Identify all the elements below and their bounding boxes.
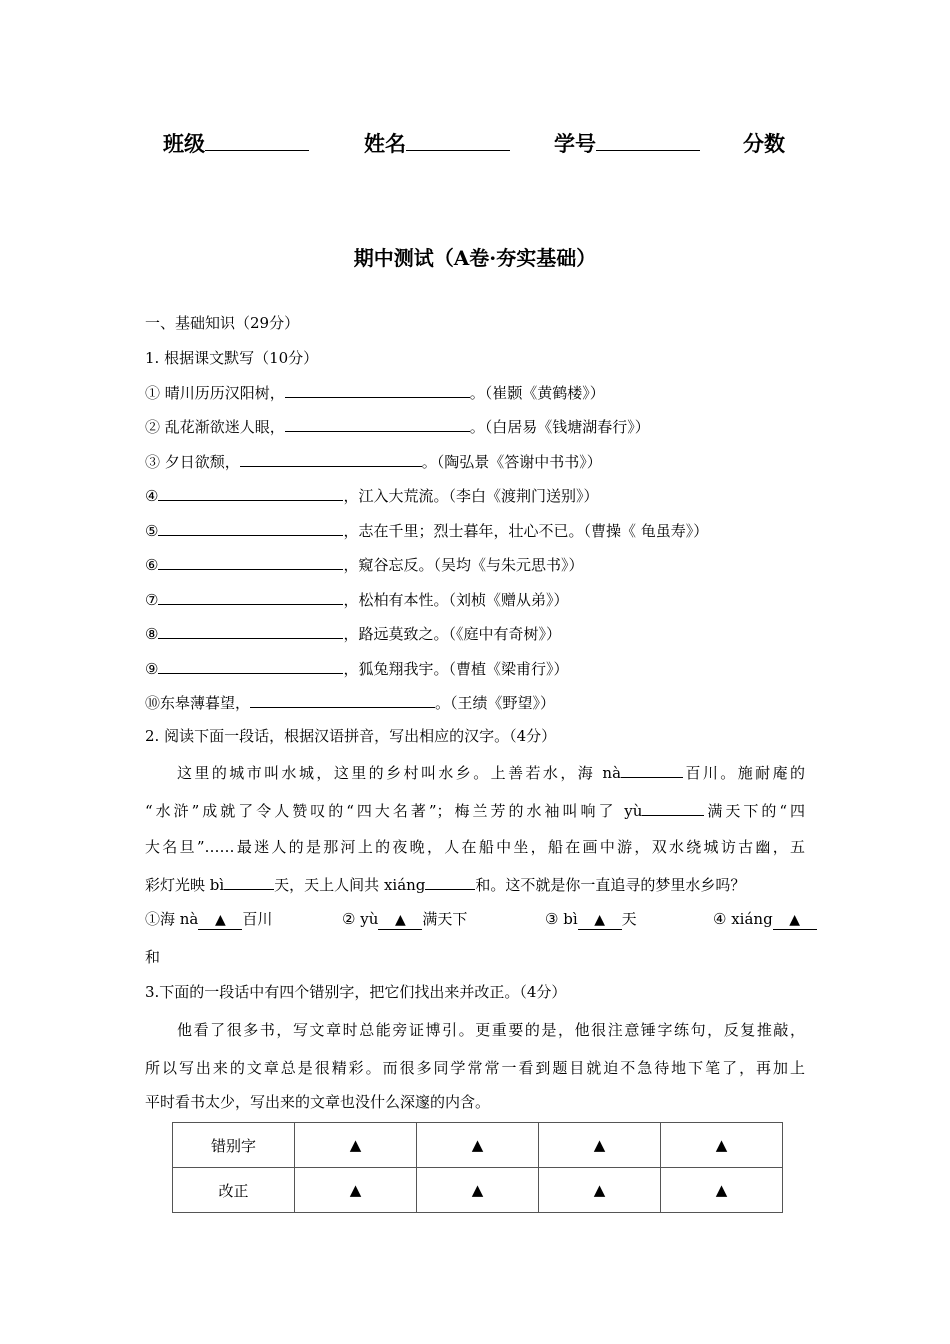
- recitation-blank[interactable]: [158, 623, 343, 639]
- recitation-item: [145, 451, 602, 472]
- id-blank[interactable]: [596, 130, 700, 151]
- recitation-blank[interactable]: [285, 382, 470, 398]
- name-field[interactable]: [364, 128, 510, 158]
- answer-blank[interactable]: ▲: [378, 911, 422, 930]
- item-number: ⑨: [145, 660, 159, 678]
- passage-line: 平时看书太少，写出来的文章也没什么深邃的内含。: [145, 1093, 491, 1111]
- item-number: ②: [145, 418, 165, 436]
- answer-cell[interactable]: ▲: [539, 1168, 661, 1213]
- recitation-item: [145, 658, 568, 679]
- answer-1: ①海 nà ▲ 百川: [145, 910, 273, 928]
- page-title: 期中测试（A卷·夯实基础）: [353, 246, 597, 270]
- section-heading: 一、基础知识（29分）: [145, 314, 300, 332]
- item-prefix: 乱花渐欲迷人眼，: [164, 418, 285, 436]
- answer-4: ④ xiáng ▲: [713, 909, 817, 930]
- item-prefix: 东皋薄暮望，: [160, 694, 251, 712]
- item-suffix: ，狐兔翔我宇。（曹植《梁甫行》）: [343, 660, 569, 678]
- answer-cell[interactable]: ▲: [417, 1123, 539, 1168]
- recitation-blank[interactable]: [285, 416, 470, 432]
- item-number: ⑩: [145, 694, 161, 712]
- item-suffix: 。（白居易《钱塘湖春行》）: [469, 418, 650, 436]
- answer-cell[interactable]: ▲: [295, 1168, 417, 1213]
- recitation-item: [145, 382, 605, 403]
- item-suffix: 。（王绩《野望》）: [435, 694, 556, 712]
- passage-line: 这里的城市叫水城，这里的乡村叫水乡。上善若水，海 nà 百川。施耐庵的: [177, 764, 805, 782]
- passage-line: 所以写出来的文章总是很精彩。而很多同学常常一看到题目就迫不急待地下笔了，再加上: [145, 1059, 805, 1077]
- recitation-item: [145, 416, 650, 437]
- recitation-blank[interactable]: [158, 485, 343, 501]
- answer-3: ③ bì ▲ 天: [545, 910, 637, 928]
- recitation-item: [145, 589, 568, 610]
- answer-cell[interactable]: ▲: [417, 1168, 539, 1213]
- item-number: ⑧: [145, 625, 159, 643]
- name-label: 姓名: [364, 131, 406, 156]
- row-header-wrong: 错别字: [173, 1123, 295, 1168]
- recitation-blank[interactable]: [158, 658, 343, 674]
- pinyin-blank[interactable]: [642, 800, 704, 816]
- passage-line: 他看了很多书，写文章时总能旁证博引。更重要的是，他很注意锤字练句，反复推敲，: [177, 1021, 805, 1039]
- item-suffix: ，江入大荒流。（李白《渡荆门送别》）: [343, 487, 599, 505]
- item-prefix: 夕日欲颓，: [164, 453, 240, 471]
- recitation-blank[interactable]: [158, 589, 343, 605]
- item-suffix: 。（陶弘景《答谢中书书》）: [421, 453, 602, 471]
- answer-tail: 和: [145, 948, 161, 966]
- passage-line: 彩灯光映 bì 天，天上人间共 xiáng 和。这不就是你一直追寻的梦里水乡吗？: [145, 876, 746, 894]
- pinyin-blank[interactable]: [621, 762, 683, 778]
- recitation-item: [145, 623, 561, 644]
- question-1-title: 1. 根据课文默写（10分）: [145, 349, 319, 367]
- item-number: ⑤: [145, 522, 159, 540]
- item-suffix: ，松柏有本性。（刘桢《赠从弟》）: [343, 591, 569, 609]
- answer-blank[interactable]: ▲: [773, 911, 817, 930]
- item-number: ①: [145, 384, 165, 402]
- table-row: [173, 1123, 783, 1168]
- item-prefix: 晴川历历汉阳树，: [164, 384, 285, 402]
- passage-line: 大名旦”……最迷人的是那河上的夜晚，人在船中坐，船在画中游，双水绕城访古幽，五: [145, 838, 805, 856]
- item-suffix: ，路远莫致之。（《庭中有奇树》）: [343, 625, 561, 643]
- answer-cell[interactable]: ▲: [539, 1123, 661, 1168]
- answer-cell[interactable]: ▲: [661, 1168, 783, 1213]
- table-row: [173, 1168, 783, 1213]
- recitation-item: [145, 520, 708, 541]
- recitation-blank[interactable]: [158, 554, 343, 570]
- recitation-blank[interactable]: [158, 520, 343, 536]
- passage-line: “水浒”成就了令人赞叹的“四大名著”；梅兰芳的水袖叫响了 yù 满天下的“四: [145, 802, 805, 820]
- recitation-item: [145, 485, 598, 506]
- recitation-item: [145, 692, 555, 713]
- item-number: ③: [145, 453, 165, 471]
- name-blank[interactable]: [406, 130, 510, 151]
- item-number: ⑦: [145, 591, 159, 609]
- pinyin-blank[interactable]: [224, 874, 274, 890]
- recitation-blank[interactable]: [250, 692, 435, 708]
- id-label: 学号: [554, 131, 596, 156]
- item-suffix: ，志在千里；烈士暮年，壮心不已。（曹操《 龟虽寿》）: [343, 522, 709, 540]
- answer-cell[interactable]: ▲: [661, 1123, 783, 1168]
- item-number: ④: [145, 487, 159, 505]
- class-field[interactable]: [163, 128, 309, 158]
- item-suffix: 。（崔颢《黄鹤楼》）: [469, 384, 605, 402]
- recitation-item: [145, 554, 583, 575]
- class-label: 班级: [163, 131, 205, 156]
- question-3-title: 3.下面的一段话中有四个错别字，把它们找出来并改正。（4分）: [145, 983, 567, 1001]
- pinyin-blank[interactable]: [425, 874, 475, 890]
- score-label: 分数: [743, 131, 785, 156]
- answer-blank[interactable]: ▲: [578, 911, 622, 930]
- correction-table: [172, 1122, 783, 1213]
- item-number: ⑥: [145, 556, 159, 574]
- answer-2: ② yù ▲ 满天下: [342, 910, 468, 928]
- id-field[interactable]: [554, 128, 700, 158]
- class-blank[interactable]: [205, 130, 309, 151]
- question-2-title: 2. 阅读下面一段话，根据汉语拼音，写出相应的汉字。（4分）: [145, 727, 557, 745]
- answer-blank[interactable]: ▲: [198, 911, 242, 930]
- row-header-correct: 改正: [173, 1168, 295, 1213]
- answer-cell[interactable]: ▲: [295, 1123, 417, 1168]
- item-suffix: ，窥谷忘反。（吴均《与朱元思书》）: [343, 556, 584, 574]
- recitation-blank[interactable]: [240, 451, 422, 467]
